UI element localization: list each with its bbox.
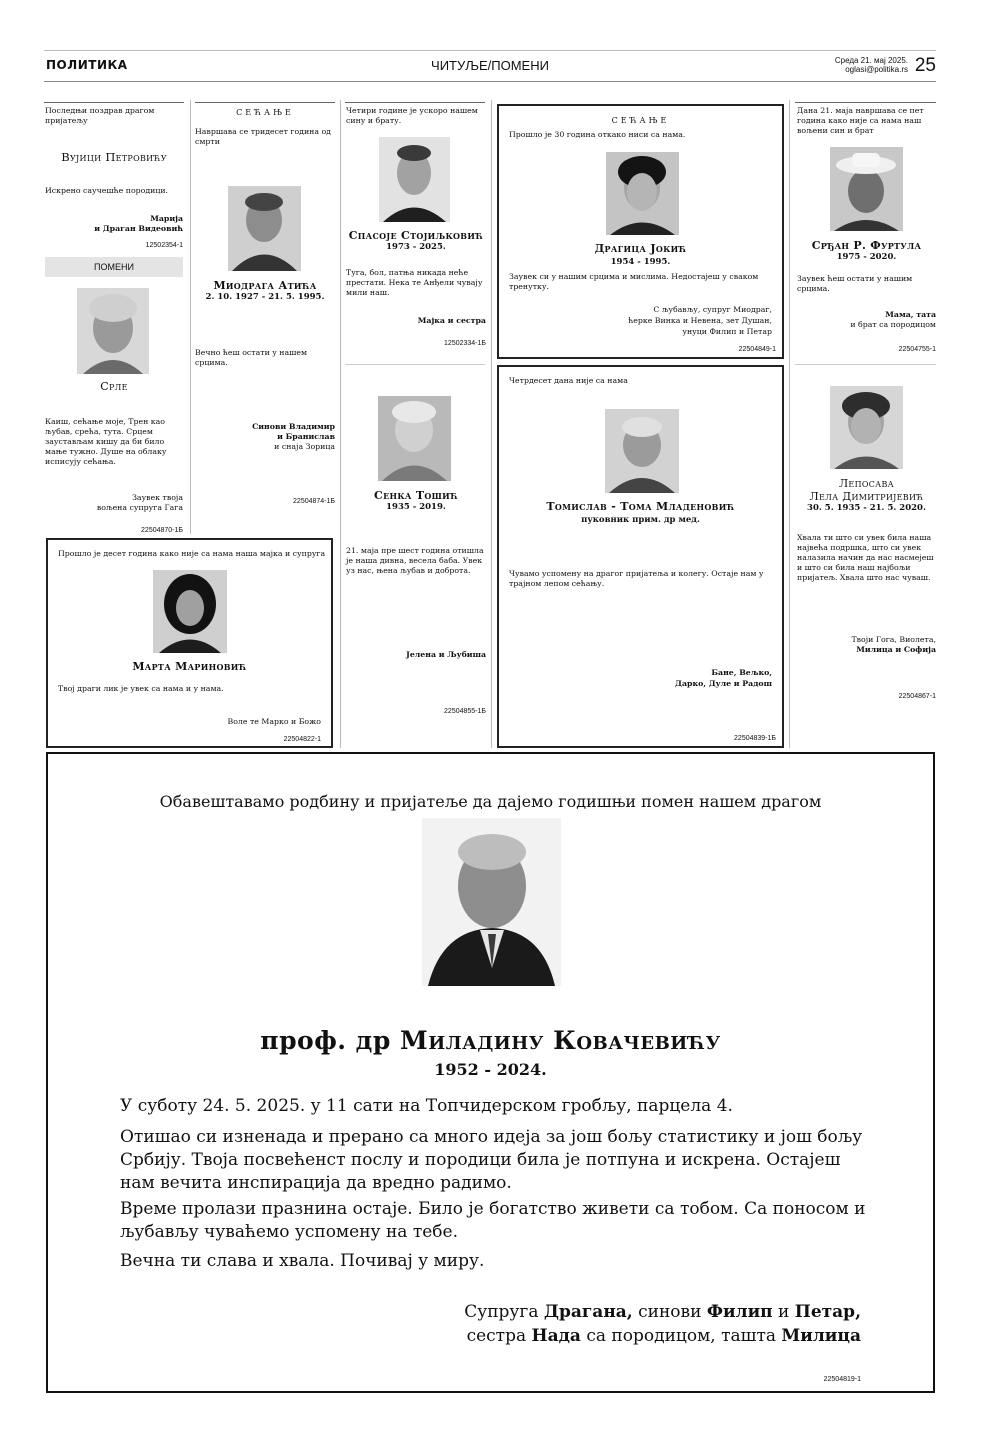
notice-signature: Заувек твоја <box>132 493 183 502</box>
notice-signature: и Драган Видеовић <box>94 224 183 233</box>
notice-senka <box>346 489 486 715</box>
main-paragraph: Време пролази празнина остаје. Било је богатство живети са тобом. Са поносом и љубављу чуваћемо успомену на тебе. <box>120 1199 866 1242</box>
ad-code: 22504819-1 <box>823 1376 861 1383</box>
notice-text: Твој драги лик је увек са нама и у нама. <box>58 684 224 693</box>
issue-date: Среда 21. мај 2025. <box>834 56 908 65</box>
notice-name: Вујици Петровићу <box>61 150 167 164</box>
notice-intro: Навршава се тридесет година од смрти <box>195 127 331 146</box>
main-paragraph: У суботу 24. 5. 2025. у 11 сати на Топчидерском гробљу, парцела 4. <box>120 1096 733 1116</box>
notice-dragica <box>497 104 784 359</box>
notice-spasoje <box>346 106 486 126</box>
notice-signature: и Бранислав <box>277 432 335 441</box>
column-divider <box>789 100 790 748</box>
ad-code: 22504839-1Б <box>734 735 776 742</box>
notice-name: Лепосава <box>838 477 895 490</box>
sign-text: сестра <box>466 1326 532 1346</box>
rule <box>795 364 936 365</box>
ad-code: 22504849-1 <box>738 346 776 353</box>
portrait-photo <box>605 409 679 493</box>
notice-dates: 1954 - 1995. <box>610 257 671 267</box>
sign-text: синови <box>632 1302 707 1322</box>
notice-signature: Мама, тата <box>885 310 936 319</box>
notice-signature: ћерке Винка и Невена, зет Душан, <box>628 316 772 325</box>
main-memorial-notice <box>46 752 935 1393</box>
portrait-photo <box>830 147 903 231</box>
sign-name: Милица <box>781 1326 861 1346</box>
ad-code: 22504822-1 <box>283 736 321 743</box>
notice-intro: Дана 21. маја навршава се пет година како није са нама наш вољени син и брат <box>797 106 924 135</box>
notice-intro: Последњи поздрав драгом пријатељу <box>45 106 155 125</box>
notice-intro: Четрдесет дана није са нама <box>509 376 628 385</box>
portrait-photo <box>379 137 450 222</box>
notice-text: Искрено саучешће породици. <box>45 186 169 195</box>
main-paragraph: Вечна ти слава и хвала. Почивај у миру. <box>120 1251 485 1271</box>
portrait-photo <box>228 186 301 271</box>
main-name-title: проф. др <box>260 1026 401 1055</box>
notice-signature: Марија <box>150 214 183 223</box>
sign-name: Нада <box>531 1326 581 1346</box>
main-name <box>48 1026 933 1055</box>
notice-text: Заувек ћеш остати у нашим срцима. <box>797 274 913 293</box>
main-portrait-photo <box>422 818 561 986</box>
rule <box>195 102 335 103</box>
main-signature-line <box>464 1301 861 1324</box>
notice-name: Томислав - Тома Младеновић <box>546 500 735 513</box>
column-divider <box>190 100 191 534</box>
notice-signature: С љубављу, супруг Миодраг, <box>653 305 772 314</box>
notice-miodrag-body <box>195 279 335 505</box>
rule <box>44 102 184 103</box>
portrait-photo <box>378 396 451 481</box>
sign-text: и <box>772 1302 795 1322</box>
main-name-text: Миладину Ковачевићу <box>400 1026 721 1055</box>
notice-srdjan <box>797 106 936 136</box>
notice-signature: Воле те Марко и Божо <box>227 717 321 726</box>
page-number: 25 <box>914 55 936 76</box>
notice-marta <box>46 538 333 748</box>
ad-code: 22504867-1 <box>898 693 936 700</box>
sign-name: Петар, <box>794 1302 861 1322</box>
notice-intro: Прошло је десет година како није са нама наша мајка и супруга <box>58 549 326 558</box>
notice-name: Миодрага Атића <box>213 279 317 292</box>
notice-signature: и брат са породицом <box>850 320 936 329</box>
main-dates: 1952 - 2024. <box>434 1060 547 1079</box>
notice-srle <box>45 380 183 534</box>
notice-signature: Синови Владимир <box>252 422 335 431</box>
notice-signature: Бане, Вељко, <box>711 668 772 677</box>
notice-title: пуковник прим. др мед. <box>581 515 700 525</box>
notice-signature: Мајка и сестра <box>417 316 486 325</box>
section-title: ЧИТУЉЕ/ПОМЕНИ <box>431 58 549 73</box>
notice-signature: унуци Филип и Петар <box>682 327 772 336</box>
notice-vujica <box>45 106 183 249</box>
notice-miodrag <box>195 108 335 147</box>
portrait-photo <box>153 570 227 653</box>
portrait-photo <box>830 386 903 469</box>
notice-dates: 1973 - 2025. <box>386 242 446 252</box>
main-paragraph: Отишао си изненада и прерано са много идеја за још бољу статистику и још бољу Србију. Твоја посвећенст послу и породици била је потпуна и искрена. Остајеш нам вечита инспирација да вредно радимо. <box>120 1127 863 1193</box>
notice-name: Марта Мариновић <box>132 660 247 673</box>
notice-signature: Милица и Софија <box>856 645 936 654</box>
notice-intro: Прошло је 30 година откако ниси са нама. <box>509 130 686 139</box>
notice-name: Лела Димитријевић <box>809 490 924 503</box>
ad-code: 12502334-1Б <box>444 340 486 347</box>
notice-spasoje-body <box>346 229 486 347</box>
notice-dates: 2. 10. 1927 - 21. 5. 1995. <box>205 292 325 302</box>
rule <box>345 364 485 365</box>
notice-signature: вољена супруга Гага <box>96 503 183 512</box>
ad-code: 22504874-1Б <box>293 498 335 505</box>
notice-name: Драгица Јокић <box>594 242 687 255</box>
notice-name: Срле <box>100 380 128 393</box>
notice-signature: Јелена и Љубиша <box>406 650 486 659</box>
notice-tomislav <box>497 365 784 748</box>
newspaper-logo: ПОЛИТИКА <box>46 58 128 72</box>
notice-text: Вечно ћеш остати у нашем срцима. <box>195 348 308 367</box>
sign-name: Драгана, <box>543 1302 633 1322</box>
column-divider <box>491 100 492 748</box>
ad-code: 12502354-1 <box>145 242 183 249</box>
notice-name: Спасоје Стојиљковић <box>348 229 484 242</box>
notice-text: Каиш, сећање моје, Трен као љубав, срећа, тута. Срцем заустављам кишу да би било мање тужно. Душе на облаку исписују сећања. <box>45 417 167 466</box>
remembrance-label: СЕЋАЊЕ <box>236 108 294 117</box>
sign-text: Супруга <box>464 1302 544 1322</box>
notice-leposava <box>797 477 936 700</box>
main-intro: Обавештавамо родбину и пријатеље да дајемо годишњи помен нашем драгом <box>159 792 822 811</box>
page-header <box>44 50 936 82</box>
remembrance-label: СЕЋАЊЕ <box>611 116 670 125</box>
main-signature-line <box>467 1325 861 1348</box>
notice-dates: 1975 - 2020. <box>836 252 897 262</box>
column-divider <box>340 100 341 748</box>
notice-name: Срђан Р. Фуртула <box>811 239 922 252</box>
ad-code: 22504870-1Б <box>141 527 183 534</box>
notice-intro: Четири године је ускоро нашем сину и брату. <box>346 106 478 125</box>
rule <box>345 102 485 103</box>
portrait-photo <box>606 152 679 235</box>
notice-dates: 1935 - 2019. <box>386 502 446 512</box>
pomeni-label: ПОМЕНИ <box>45 257 183 277</box>
notice-text: Хвала ти што си увек била наша највећа подршка, што си увек налазила начин да нас насмејеш и што си била наш најбољи пријатељ. Хвала што нас чуваш. <box>797 533 934 582</box>
sign-name: Филип <box>706 1302 773 1322</box>
notice-dates: 30. 5. 1935 - 21. 5. 2020. <box>807 503 926 513</box>
rule <box>795 102 936 103</box>
dateline <box>835 56 908 74</box>
notice-signature: Дарко, Дуле и Радош <box>675 679 772 688</box>
portrait-photo <box>77 288 149 374</box>
notice-name: Сенка Тошић <box>374 489 458 502</box>
notice-signature: и снаја Зорица <box>274 442 335 451</box>
notice-signature: Твоји Гога, Виолета, <box>851 635 936 644</box>
notice-srdjan-body <box>797 239 936 353</box>
contact-email: oglasi@politika.rs <box>845 65 908 74</box>
notice-text: Чувамо успомену на драгог пријатеља и колегу. Остаје нам у трајном лепом сећању. <box>509 569 764 588</box>
notice-text: Туга, бол, патња никада неће престати. Нека те Анђели чувају мили наш. <box>346 268 483 297</box>
ad-code: 22504755-1 <box>898 346 936 353</box>
notice-text: 21. маја пре шест година отишла је наша дивна, весела баба. Увек уз нас, њена љубав и доброта. <box>346 546 484 575</box>
notice-text: Заувек си у нашим срцима и мислима. Недостајеш у сваком тренутку. <box>509 272 759 291</box>
sign-text: са породицом, ташта <box>580 1326 782 1346</box>
ad-code: 22504855-1Б <box>444 708 486 715</box>
